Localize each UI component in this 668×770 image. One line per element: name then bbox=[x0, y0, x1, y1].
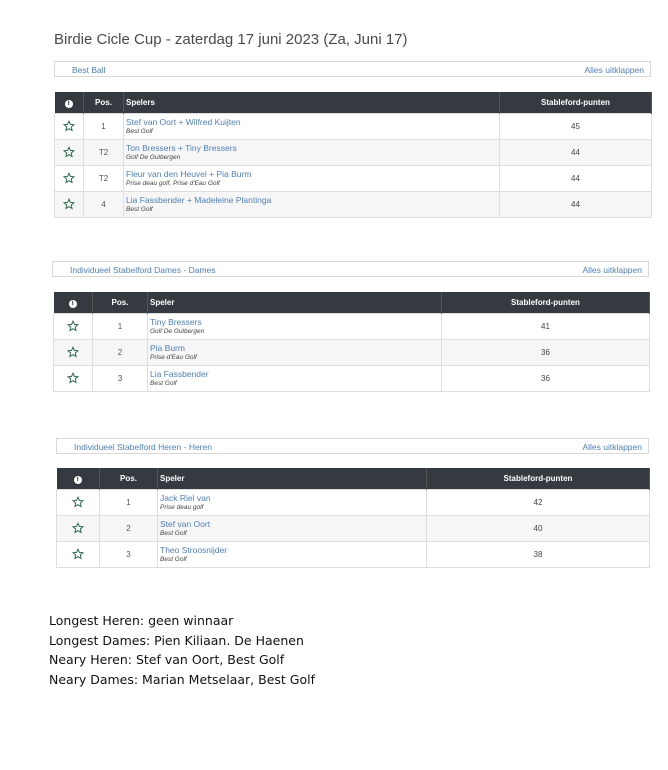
info-column-header bbox=[55, 92, 84, 114]
player-name-link[interactable]: Jack Riel van bbox=[160, 493, 211, 503]
points-cell: 44 bbox=[500, 192, 652, 218]
table-row bbox=[55, 114, 652, 140]
position-cell: T2 bbox=[84, 166, 124, 192]
note-line: Neary Dames: Marian Metselaar, Best Golf bbox=[49, 671, 315, 687]
note-line: Longest Heren: geen winnaar bbox=[49, 613, 234, 628]
table-row bbox=[55, 192, 652, 218]
club-name: Best Golf bbox=[126, 128, 153, 135]
club-name: Best Golf bbox=[126, 206, 153, 213]
position-cell: 1 bbox=[84, 114, 124, 140]
player-name-link[interactable]: Stef van Oort bbox=[160, 519, 211, 529]
points-cell: 41 bbox=[442, 314, 650, 340]
player-cell bbox=[158, 542, 427, 568]
player-name-link[interactable]: Fleur van den Heuvel + Pia Burm bbox=[126, 169, 252, 179]
player-cell bbox=[148, 366, 442, 392]
club-name: Prise deau golf, Prise d'Eau Golf bbox=[126, 180, 220, 187]
player-cell bbox=[124, 192, 500, 218]
player-cell bbox=[124, 140, 500, 166]
results-table-heren bbox=[56, 468, 650, 568]
favorite-star-icon[interactable] bbox=[55, 166, 84, 192]
info-icon: i bbox=[65, 100, 73, 108]
page-title: Birdie Cicle Cup - zaterdag 17 juni 2023 (Za, Juni 17) bbox=[54, 31, 408, 48]
club-name: Best Golf bbox=[160, 530, 187, 537]
points-cell: 44 bbox=[500, 140, 652, 166]
section-title: Best Ball bbox=[72, 65, 106, 75]
points-cell: 36 bbox=[442, 340, 650, 366]
player-name-link[interactable]: Stef van Oort + Wilfred Kuijten bbox=[126, 117, 241, 127]
section-bar-dames bbox=[52, 261, 649, 277]
info-icon: i bbox=[74, 476, 82, 484]
position-cell: 2 bbox=[100, 516, 158, 542]
favorite-star-icon[interactable] bbox=[54, 340, 93, 366]
points-cell: 40 bbox=[427, 516, 650, 542]
favorite-star-icon[interactable] bbox=[57, 516, 100, 542]
club-name: Golf De Gulbergen bbox=[126, 154, 181, 161]
player-cell bbox=[124, 114, 500, 140]
player-column-header: Speler bbox=[158, 468, 427, 490]
section-title: Individueel Stabelford Heren - Heren bbox=[74, 442, 212, 452]
table-row bbox=[57, 490, 650, 516]
section-bar-heren bbox=[56, 438, 649, 454]
player-name-link[interactable]: Theo Stroosnijder bbox=[160, 545, 228, 555]
expand-all-link[interactable]: Alles uitklappen bbox=[582, 442, 642, 452]
results-table-best-ball bbox=[54, 92, 652, 218]
winners-notes bbox=[49, 611, 315, 689]
pos-column-header: Pos. bbox=[93, 292, 148, 314]
results-table-dames bbox=[53, 292, 650, 392]
note-line: Longest Dames: Pien Kiliaan. De Haenen bbox=[49, 632, 304, 648]
info-icon: i bbox=[69, 300, 77, 308]
section-bar-best-ball bbox=[54, 61, 651, 77]
favorite-star-icon[interactable] bbox=[55, 114, 84, 140]
pos-column-header: Pos. bbox=[84, 92, 124, 114]
points-cell: 42 bbox=[427, 490, 650, 516]
player-name-link[interactable]: Tiny Bressers bbox=[150, 317, 202, 327]
player-name-link[interactable]: Ton Bressers + Tiny Bressers bbox=[126, 143, 237, 153]
player-cell bbox=[148, 340, 442, 366]
player-cell bbox=[158, 490, 427, 516]
points-column-header: Stableford-punten bbox=[427, 468, 650, 490]
expand-all-link[interactable]: Alles uitklappen bbox=[582, 265, 642, 275]
player-cell bbox=[158, 516, 427, 542]
note-line: Neary Heren: Stef van Oort, Best Golf bbox=[49, 652, 285, 667]
club-name: Prise deau golf bbox=[160, 504, 204, 511]
position-cell: 1 bbox=[100, 490, 158, 516]
section-title: Individueel Stabelford Dames - Dames bbox=[70, 265, 216, 275]
table-row bbox=[57, 516, 650, 542]
points-column-header: Stableford-punten bbox=[500, 92, 652, 114]
table-row bbox=[55, 140, 652, 166]
favorite-star-icon[interactable] bbox=[54, 366, 93, 392]
player-name-link[interactable]: Lia Fassbender + Madeleine Plantinga bbox=[126, 195, 272, 205]
position-cell: 2 bbox=[93, 340, 148, 366]
favorite-star-icon[interactable] bbox=[57, 490, 100, 516]
club-name: Golf De Gulbergen bbox=[150, 328, 205, 335]
favorite-star-icon[interactable] bbox=[57, 542, 100, 568]
table-row bbox=[54, 366, 650, 392]
info-column-header bbox=[57, 468, 100, 490]
player-name-link[interactable]: Pia Burm bbox=[150, 343, 185, 353]
pos-column-header: Pos. bbox=[100, 468, 158, 490]
points-column-header: Stableford-punten bbox=[442, 292, 650, 314]
position-cell: 4 bbox=[84, 192, 124, 218]
club-name: Prise d'Eau Golf bbox=[150, 354, 197, 361]
player-name-link[interactable]: Lia Fassbender bbox=[150, 369, 209, 379]
position-cell: 1 bbox=[93, 314, 148, 340]
player-column-header: Speler bbox=[148, 292, 442, 314]
players-column-header: Spelers bbox=[124, 92, 500, 114]
table-row bbox=[54, 340, 650, 366]
info-column-header bbox=[54, 292, 93, 314]
position-cell: 3 bbox=[93, 366, 148, 392]
points-cell: 45 bbox=[500, 114, 652, 140]
position-cell: T2 bbox=[84, 140, 124, 166]
favorite-star-icon[interactable] bbox=[54, 314, 93, 340]
favorite-star-icon[interactable] bbox=[55, 140, 84, 166]
table-row bbox=[57, 542, 650, 568]
favorite-star-icon[interactable] bbox=[55, 192, 84, 218]
table-row bbox=[55, 166, 652, 192]
club-name: Best Golf bbox=[160, 556, 187, 563]
points-cell: 44 bbox=[500, 166, 652, 192]
club-name: Best Golf bbox=[150, 380, 177, 387]
player-cell bbox=[148, 314, 442, 340]
position-cell: 3 bbox=[100, 542, 158, 568]
player-cell bbox=[124, 166, 500, 192]
points-cell: 38 bbox=[427, 542, 650, 568]
points-cell: 36 bbox=[442, 366, 650, 392]
table-row bbox=[54, 314, 650, 340]
expand-all-link[interactable]: Alles uitklappen bbox=[584, 65, 644, 75]
